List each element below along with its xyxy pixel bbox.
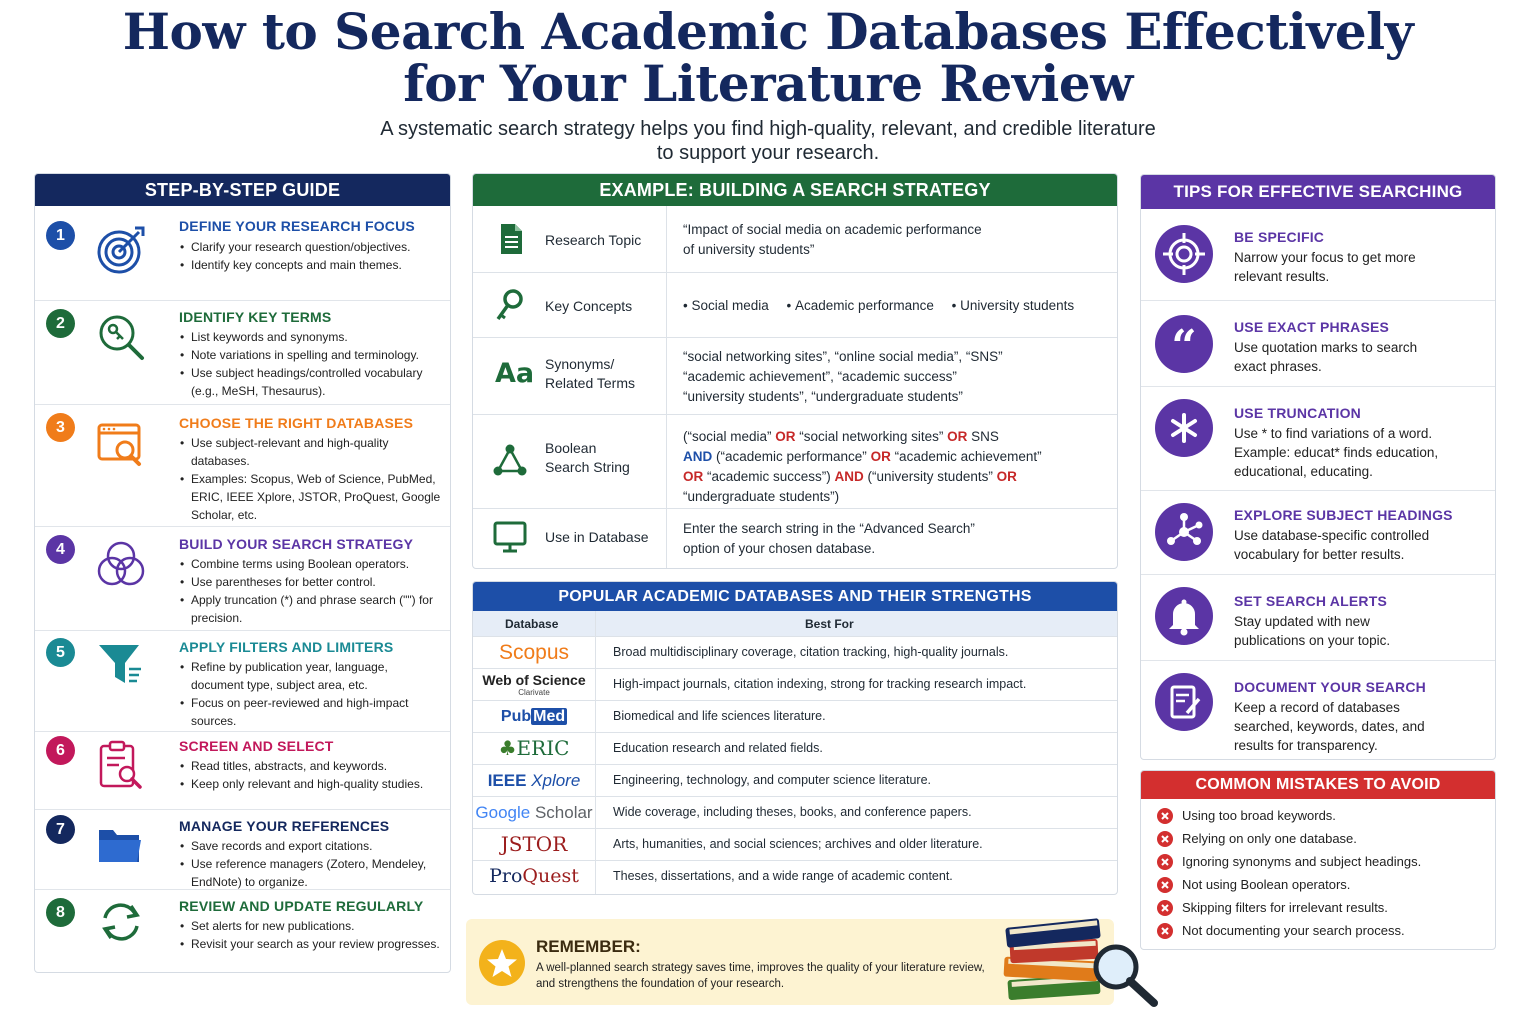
step-bullet: • Save records and export citations. <box>179 837 441 855</box>
col-best-for: Best For <box>805 617 854 631</box>
db-best-for: Biomedical and life sciences literature. <box>613 709 826 723</box>
concept: University students <box>960 298 1075 313</box>
page-title <box>0 2 1536 113</box>
target-icon <box>95 224 147 276</box>
step-bullet: • Revisit your search as your review progresses. <box>179 935 441 953</box>
step-title: APPLY FILTERS AND LIMITERS <box>179 639 394 655</box>
remember-text: A well-planned search strategy saves time, improves the quality of your literature review, and strengthens the foundation of your research. <box>536 962 985 990</box>
x-circle-icon <box>1157 923 1173 939</box>
step-guide-panel <box>34 173 451 973</box>
proquest-logo: ProQuest <box>489 865 579 887</box>
mistakes-panel <box>1140 770 1496 950</box>
x-circle-icon <box>1157 831 1173 847</box>
step-bullet: • Clarify your research question/objectives. <box>179 238 441 256</box>
step-number: 8 <box>46 898 75 927</box>
step-5 <box>35 631 450 732</box>
tip-truncation <box>1141 387 1495 491</box>
browser-search-icon <box>95 419 147 471</box>
tip-text: Use database-specific controlled vocabulary for better results. <box>1234 528 1430 562</box>
step-title: IDENTIFY KEY TERMS <box>179 309 332 325</box>
clipboard-search-icon <box>95 740 147 792</box>
row-value <box>683 519 975 559</box>
db-best-for: Theses, dissertations, and a wide range of academic content. <box>613 869 953 883</box>
db-row-proquest <box>473 860 1117 892</box>
step-title: REVIEW AND UPDATE REGULARLY <box>179 898 424 914</box>
step-number: 7 <box>46 815 75 844</box>
tip-title: USE EXACT PHRASES <box>1234 319 1390 335</box>
step-bullets <box>179 757 441 793</box>
step-bullets <box>179 917 441 953</box>
quote-icon <box>1155 315 1213 373</box>
db-best-for: Broad multidisciplinary coverage, citation tracking, high-quality journals. <box>613 645 1009 659</box>
db-row-scopus <box>473 636 1117 668</box>
value-line: Enter the search string in the “Advanced Search” <box>683 521 975 536</box>
tip-title: DOCUMENT YOUR SEARCH <box>1234 679 1426 695</box>
step-bullet: • Set alerts for new publications. <box>179 917 441 935</box>
step-number: 3 <box>46 413 75 442</box>
value-line: of university students” <box>683 242 815 257</box>
venn-icon <box>95 539 147 591</box>
row-value: • Social media • Academic performance • University students <box>683 298 1075 313</box>
databases-table-header <box>473 611 1117 636</box>
step-4 <box>35 527 450 631</box>
example-strategy-panel <box>472 173 1118 569</box>
example-row-use <box>473 509 1117 569</box>
step-number: 1 <box>46 221 75 250</box>
network-icon <box>493 443 527 477</box>
db-row-eric <box>473 732 1117 764</box>
step-title: MANAGE YOUR REFERENCES <box>179 818 390 834</box>
mistake-text: Ignoring synonyms and subject headings. <box>1182 854 1422 869</box>
x-circle-icon <box>1157 854 1173 870</box>
step-number: 5 <box>46 638 75 667</box>
tip-document-search <box>1141 661 1495 759</box>
tip-text: Use quotation marks to search exact phrases. <box>1234 340 1418 374</box>
value-line: “Impact of social media on academic performance <box>683 222 982 237</box>
step-bullets <box>179 434 441 524</box>
step-bullet: • Combine terms using Boolean operators. <box>179 555 441 573</box>
db-row-ieee <box>473 764 1117 796</box>
hierarchy-icon <box>1155 503 1213 561</box>
db-best-for: Wide coverage, including theses, books, and conference papers. <box>613 805 972 819</box>
title-line-1: How to Search Academic Databases Effectively <box>122 2 1414 61</box>
example-row-topic <box>473 206 1117 273</box>
example-heading: EXAMPLE: BUILDING A SEARCH STRATEGY <box>473 174 1117 206</box>
tip-title: EXPLORE SUBJECT HEADINGS <box>1234 507 1453 523</box>
label-line: Boolean <box>545 440 597 456</box>
row-label: Key Concepts <box>545 298 633 314</box>
db-row-wos <box>473 668 1117 700</box>
value-line: (“social media” OR “social networking sites” OR SNS <box>683 429 999 444</box>
value-line: “undergraduate students”) <box>683 489 840 504</box>
tip-be-specific <box>1141 209 1495 301</box>
tip-exact-phrases <box>1141 301 1495 387</box>
value-line: “university students”, “undergraduate students” <box>683 389 963 404</box>
label-line: Related Terms <box>545 375 636 391</box>
boolean-string <box>683 427 1042 507</box>
mistake-text: Not using Boolean operators. <box>1182 877 1351 892</box>
step-bullet: • Apply truncation (*) and phrase search ("") for precision. <box>179 591 441 627</box>
google-scholar-logo: Google Scholar <box>475 803 593 822</box>
db-best-for: Arts, humanities, and social sciences; archives and older literature. <box>613 837 983 851</box>
step-bullet: • Use parentheses for better control. <box>179 573 441 591</box>
funnel-icon <box>95 639 147 691</box>
step-6 <box>35 732 450 810</box>
subtitle-line-2: to support your research. <box>656 142 880 164</box>
db-best-for: Education research and related fields. <box>613 741 823 755</box>
value-line: AND (“academic performance” OR “academic achievement” <box>683 449 1042 464</box>
concept: Academic performance <box>795 298 934 313</box>
star-icon <box>478 939 526 987</box>
row-value <box>683 347 1003 407</box>
db-best-for: Engineering, technology, and computer science literature. <box>613 773 932 787</box>
step-title: BUILD YOUR SEARCH STRATEGY <box>179 536 414 552</box>
step-bullets <box>179 837 441 891</box>
step-bullet: • List keywords and synonyms. <box>179 328 441 346</box>
value-line: OR “academic success”) AND (“university students” OR <box>683 469 1017 484</box>
example-row-boolean <box>473 415 1117 509</box>
step-number: 6 <box>46 736 75 765</box>
label-line: Search String <box>545 459 630 475</box>
monitor-icon <box>493 520 527 554</box>
step-bullet: • Identify key concepts and main themes. <box>179 256 441 274</box>
ieee-xplore-logo: IEEE Xplore <box>487 771 581 790</box>
pubmed-logo: Pub Med <box>500 708 566 725</box>
step-bullets <box>179 658 441 730</box>
asterisk-icon <box>1155 399 1213 457</box>
step-bullets <box>179 238 441 274</box>
step-bullet: • Use subject-relevant and high-quality databases. <box>179 434 441 470</box>
jstor-logo: JSTOR <box>500 832 568 856</box>
tip-title: USE TRUNCATION <box>1234 405 1361 421</box>
step-number: 2 <box>46 309 75 338</box>
concept: Social media <box>691 298 769 313</box>
refresh-icon <box>95 896 147 948</box>
db-best-for: High-impact journals, citation indexing, strong for tracking research impact. <box>613 677 1027 691</box>
title-line-2: for Your Literature Review <box>403 54 1133 113</box>
value-line: option of your chosen database. <box>683 541 876 556</box>
step-bullet: • Refine by publication year, language, document type, subject area, etc. <box>179 658 441 694</box>
step-number: 4 <box>46 535 75 564</box>
example-row-concepts <box>473 273 1117 338</box>
x-circle-icon <box>1157 877 1173 893</box>
step-bullet: • Focus on peer-reviewed and high-impact sources. <box>179 694 441 730</box>
key-icon <box>493 288 527 322</box>
x-circle-icon <box>1157 808 1173 824</box>
step-bullet: • Note variations in spelling and terminology. <box>179 346 441 364</box>
web-of-science-logo: Web of Science Clarivate <box>482 672 586 697</box>
eric-logo: ♣ERIC <box>498 736 570 760</box>
step-3 <box>35 405 450 527</box>
step-7 <box>35 810 450 890</box>
mistakes-heading: COMMON MISTAKES TO AVOID <box>1141 771 1495 799</box>
step-1 <box>35 206 450 301</box>
value-line: “social networking sites”, “online social media”, “SNS” <box>683 349 1003 364</box>
row-label: Research Topic <box>545 232 642 248</box>
step-bullet: • Use subject headings/controlled vocabulary (e.g., MeSH, Thesaurus). <box>179 364 441 400</box>
tips-panel <box>1140 174 1496 760</box>
step-title: DEFINE YOUR RESEARCH FOCUS <box>179 218 415 234</box>
page-subtitle <box>0 117 1536 165</box>
step-2 <box>35 301 450 405</box>
databases-panel <box>472 581 1118 895</box>
folder-icon <box>95 820 147 872</box>
key-search-icon <box>95 311 147 363</box>
row-label <box>545 355 635 393</box>
step-8 <box>35 890 450 972</box>
tip-search-alerts <box>1141 575 1495 661</box>
row-label: Use in Database <box>545 529 649 545</box>
aa-icon: Aa <box>495 358 535 389</box>
db-row-pubmed <box>473 700 1117 732</box>
remember-callout <box>466 919 1114 1005</box>
row-label <box>545 439 630 477</box>
step-bullet: • Read titles, abstracts, and keywords. <box>179 757 441 775</box>
bell-icon <box>1155 587 1213 645</box>
remember-title: REMEMBER: <box>536 937 641 956</box>
mistake-text: Using too broad keywords. <box>1182 808 1336 823</box>
db-row-google-scholar <box>473 796 1117 828</box>
label-line: Synonyms/ <box>545 356 615 372</box>
tip-title: BE SPECIFIC <box>1234 229 1325 245</box>
example-row-synonyms <box>473 338 1117 415</box>
tip-text: Stay updated with new publications on your topic. <box>1234 614 1391 648</box>
tip-text: Use * to find variations of a word. Example: educat* finds education, educational, educating. <box>1234 426 1439 479</box>
step-bullets <box>179 328 441 400</box>
document-icon <box>493 222 527 256</box>
mistake-text: Relying on only one database. <box>1182 831 1357 846</box>
mistake-text: Skipping filters for irrelevant results. <box>1182 900 1388 915</box>
step-bullet: • Examples: Scopus, Web of Science, PubMed, ERIC, IEEE Xplore, JSTOR, ProQuest, Google Scholar, etc. <box>179 470 441 524</box>
x-circle-icon <box>1157 900 1173 916</box>
step-title: CHOOSE THE RIGHT DATABASES <box>179 415 414 431</box>
mistake-text: Not documenting your search process. <box>1182 923 1405 938</box>
step-bullet: • Use reference managers (Zotero, Mendeley, EndNote) to organize. <box>179 855 441 891</box>
tip-text: Keep a record of databases searched, keywords, dates, and results for transparency. <box>1234 700 1425 753</box>
step-title: SCREEN AND SELECT <box>179 738 334 754</box>
db-row-jstor <box>473 828 1117 860</box>
databases-heading: POPULAR ACADEMIC DATABASES AND THEIR STRENGTHS <box>473 582 1117 611</box>
scopus-logo: Scopus <box>498 641 570 664</box>
subtitle-line-1: A systematic search strategy helps you find high-quality, relevant, and credible literature <box>380 118 1156 140</box>
tips-heading: TIPS FOR EFFECTIVE SEARCHING <box>1141 175 1495 209</box>
tip-title: SET SEARCH ALERTS <box>1234 593 1388 609</box>
svg-text:“: “ <box>1171 321 1197 372</box>
step-bullets <box>179 555 441 627</box>
notes-icon <box>1155 673 1213 731</box>
tip-text: Narrow your focus to get more relevant results. <box>1234 250 1416 284</box>
col-database: Database <box>505 617 559 631</box>
row-value <box>683 220 982 260</box>
value-line: “academic achievement”, “academic success” <box>683 369 957 384</box>
step-guide-heading: STEP-BY-STEP GUIDE <box>35 174 450 206</box>
crosshair-icon <box>1155 225 1213 283</box>
step-bullet: • Keep only relevant and high-quality studies. <box>179 775 441 793</box>
tip-subject-headings <box>1141 491 1495 575</box>
